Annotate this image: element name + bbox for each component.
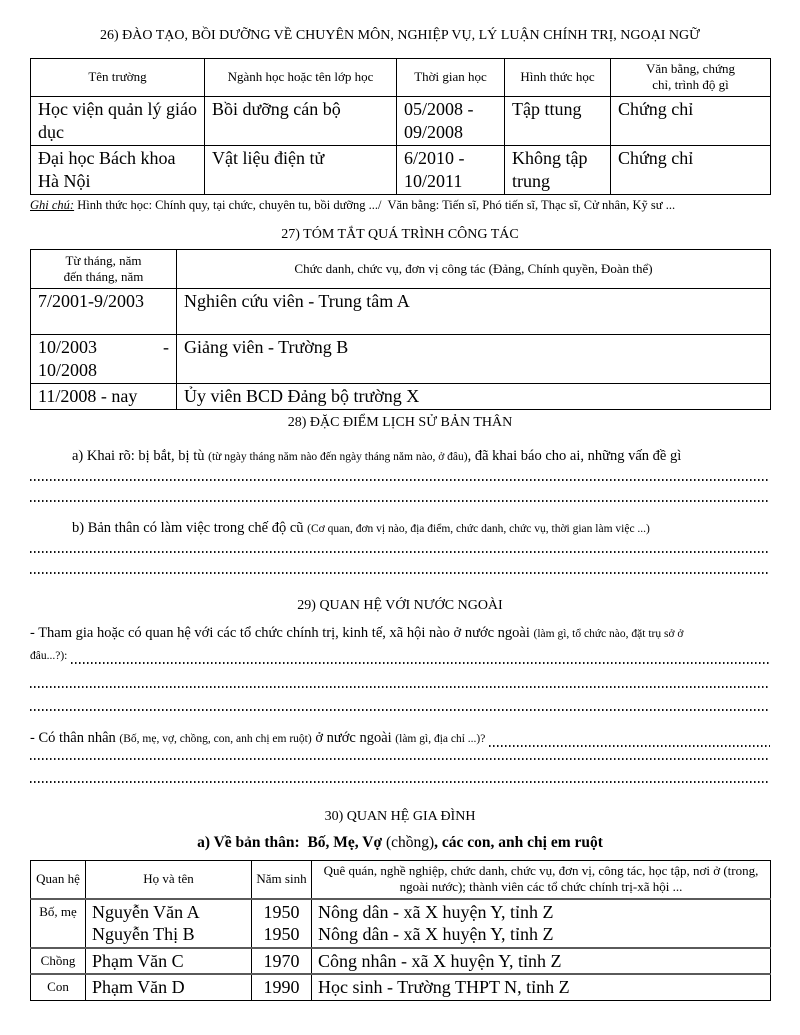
cell-birth-years: 1990 <box>252 974 312 1000</box>
cell-time: 05/2008 - 09/2008 <box>397 96 505 145</box>
cell-relation: Chồng <box>31 948 86 975</box>
cell-relation: Bố, mẹ <box>31 899 86 948</box>
fill-in-dotted-line <box>30 500 770 502</box>
q2-small2: (làm gì, địa chỉ ...)? <box>395 733 486 746</box>
subtitle-regular: (chồng) <box>385 834 435 852</box>
note-text: Hình thức học: Chính quy, tại chức, chuyên tu, bồi dưỡng .../ Văn bằng: Tiến sĩ, Phó tiến sĩ, Thạc sĩ, Cử nhân, Kỹ sư ... <box>74 197 676 212</box>
fill-in-dots <box>71 662 770 664</box>
item-b-main: b) Bản thân có làm việc trong chế độ cũ <box>72 520 308 537</box>
family-row-parents <box>31 899 771 948</box>
work-history-row <box>31 335 771 384</box>
item-b-text <box>30 517 770 540</box>
item-b-small: (Cơ quan, đơn vị nào, địa điểm, chức danh, chức vụ, thời gian làm việc ...) <box>307 523 650 536</box>
period-line1 <box>38 336 169 359</box>
item-a-text <box>30 445 770 468</box>
cell-details: Công nhân - xã X huyện Y, tỉnh Z <box>312 948 771 975</box>
period-end: 10/2008 <box>38 360 98 381</box>
fill-in-dotted-line <box>30 572 770 574</box>
cell-details <box>312 899 771 948</box>
section-29-title: 29) QUAN HỆ VỚI NƯỚC NGOÀI <box>297 598 503 614</box>
cell-form: Tập ttung <box>505 96 611 145</box>
header-relation: Quan hệ <box>31 861 86 899</box>
item-a-main2: , đã khai báo cho ai, những vấn đề gì <box>467 448 682 465</box>
education-header-row <box>31 59 771 97</box>
header-school-name: Tên trường <box>31 59 205 97</box>
cell-school: Đại học Bách khoa Hà Nội <box>31 145 205 194</box>
cell-names: Phạm Văn C <box>86 948 252 975</box>
detail-line: Nông dân - xã X huyện Y, tỉnh Z <box>318 901 554 922</box>
period-dash: - <box>163 337 169 358</box>
header-field-of-study: Ngành học hoặc tên lớp học <box>205 59 397 97</box>
fill-in-dotted-line <box>30 781 770 783</box>
family-subtitle <box>30 832 770 853</box>
fill-in-dotted-line <box>30 709 770 711</box>
fill-in-dotted-line <box>30 686 770 688</box>
header-period-line2: đến tháng, năm <box>63 268 144 284</box>
cell-period <box>31 335 177 384</box>
cell-form: Không tập trung <box>505 145 611 194</box>
cell-details: Học sinh - Trường THPT N, tỉnh Z <box>312 974 771 1000</box>
work-history-row <box>31 289 771 335</box>
item-a-small: (từ ngày tháng năm nào đến ngày tháng năm nào, ở đâu) <box>208 451 468 464</box>
fill-in-dotted-line <box>30 551 770 553</box>
fill-in-dots <box>489 745 770 747</box>
cell-time: 6/2010 - 10/2011 <box>397 145 505 194</box>
name-line: Nguyễn Văn A <box>92 901 200 922</box>
header-details: Quê quán, nghề nghiệp, chức danh, chức vụ, đơn vị, công tác, học tập, nơi ở (trong, ngoài nước); thành viên các tổ chức chính trị-xã hội ... <box>312 861 771 899</box>
cell-field: Bồi dưỡng cán bộ <box>205 96 397 145</box>
q1-small-line2: đâu...?): <box>30 650 68 663</box>
family-table <box>30 860 771 1001</box>
fill-in-dotted-line <box>30 758 770 760</box>
section-26-title: 26) ĐÀO TẠO, BỒI DƯỠNG VỀ CHUYÊN MÔN, NGHIỆP VỤ, LÝ LUẬN CHÍNH TRỊ, NGOẠI NGỮ <box>100 28 700 43</box>
section-27-title: 27) TÓM TẮT QUÁ TRÌNH CÔNG TÁC <box>281 226 519 242</box>
education-table <box>30 58 771 195</box>
header-position: Chức danh, chức vụ, đơn vị công tác (Đảng, Chính quyền, Đoàn thể) <box>177 249 771 289</box>
item-a-main1: a) Khai rõ: bị bắt, bị tù <box>72 448 209 465</box>
work-history-header-row <box>31 249 771 289</box>
cell-degree: Chứng chỉ <box>611 96 771 145</box>
cell-birth-years: 1970 <box>252 948 312 975</box>
header-full-name: Họ và tên <box>86 861 252 899</box>
cell-degree: Chứng chỉ <box>611 145 771 194</box>
detail-line: Nông dân - xã X huyện Y, tỉnh Z <box>318 924 554 945</box>
q1-small-line1: (làm gì, tổ chức nào, đặt trụ sở ở <box>533 628 684 641</box>
education-note <box>30 198 770 213</box>
cell-school: Học viện quản lý giáo dục <box>31 96 205 145</box>
q1-main: - Tham gia hoặc có quan hệ với các tổ chức chính trị, kinh tế, xã hội nào ở nước ngoài <box>30 625 534 642</box>
header-birth-year: Năm sinh <box>252 861 312 899</box>
subtitle-bold1: a) Về bản thân: Bố, Mẹ, Vợ <box>197 834 386 852</box>
header-degree: Văn bằng, chứng chỉ, trình độ gì <box>611 59 771 97</box>
cell-relation: Con <box>31 974 86 1000</box>
header-study-form: Hình thức học <box>505 59 611 97</box>
foreign-org-question-line2 <box>30 645 770 667</box>
section-30-title: 30) QUAN HỆ GIA ĐÌNH <box>324 809 476 825</box>
year-line: 1950 <box>263 901 300 922</box>
cell-position: Ủy viên BCD Đảng bộ trường X <box>177 384 771 410</box>
year-line: 1950 <box>263 924 300 945</box>
relatives-abroad-question <box>30 727 770 750</box>
note-label: Ghi chú: <box>30 197 75 212</box>
header-period <box>31 249 177 289</box>
cell-names: Phạm Văn D <box>86 974 252 1000</box>
education-row <box>31 145 771 194</box>
family-header-row <box>31 861 771 899</box>
q2-main2: ở nước ngoài <box>311 730 396 747</box>
foreign-org-question-line1 <box>30 622 770 645</box>
work-history-row <box>31 384 771 410</box>
cell-names <box>86 899 252 948</box>
section-28-title: 28) ĐẶC ĐIỂM LỊCH SỬ BẢN THÂN <box>287 415 513 431</box>
cell-field: Vật liệu điện tử <box>205 145 397 194</box>
family-row-child <box>31 974 771 1000</box>
q2-main1: - Có thân nhân <box>30 730 120 747</box>
cell-position: Nghiên cứu viên - Trung tâm A <box>177 289 771 335</box>
education-row <box>31 96 771 145</box>
header-study-time: Thời gian học <box>397 59 505 97</box>
work-history-table <box>30 249 771 411</box>
name-line: Nguyễn Thị B <box>92 924 195 945</box>
header-period-line1: Từ tháng, năm <box>65 252 142 268</box>
cell-period: 11/2008 - nay <box>31 384 177 410</box>
cell-period: 7/2001-9/2003 <box>31 289 177 335</box>
q2-text <box>30 727 485 750</box>
family-row-spouse <box>31 948 771 975</box>
cell-birth-years <box>252 899 312 948</box>
period-start: 10/2003 <box>38 337 98 358</box>
cell-position: Giảng viên - Trường B <box>177 335 771 384</box>
subtitle-bold2: , các con, anh chị em ruột <box>434 834 603 852</box>
q2-small1: (Bố, mẹ, vợ, chồng, con, anh chị em ruột) <box>119 733 312 746</box>
fill-in-dotted-line <box>30 479 770 481</box>
